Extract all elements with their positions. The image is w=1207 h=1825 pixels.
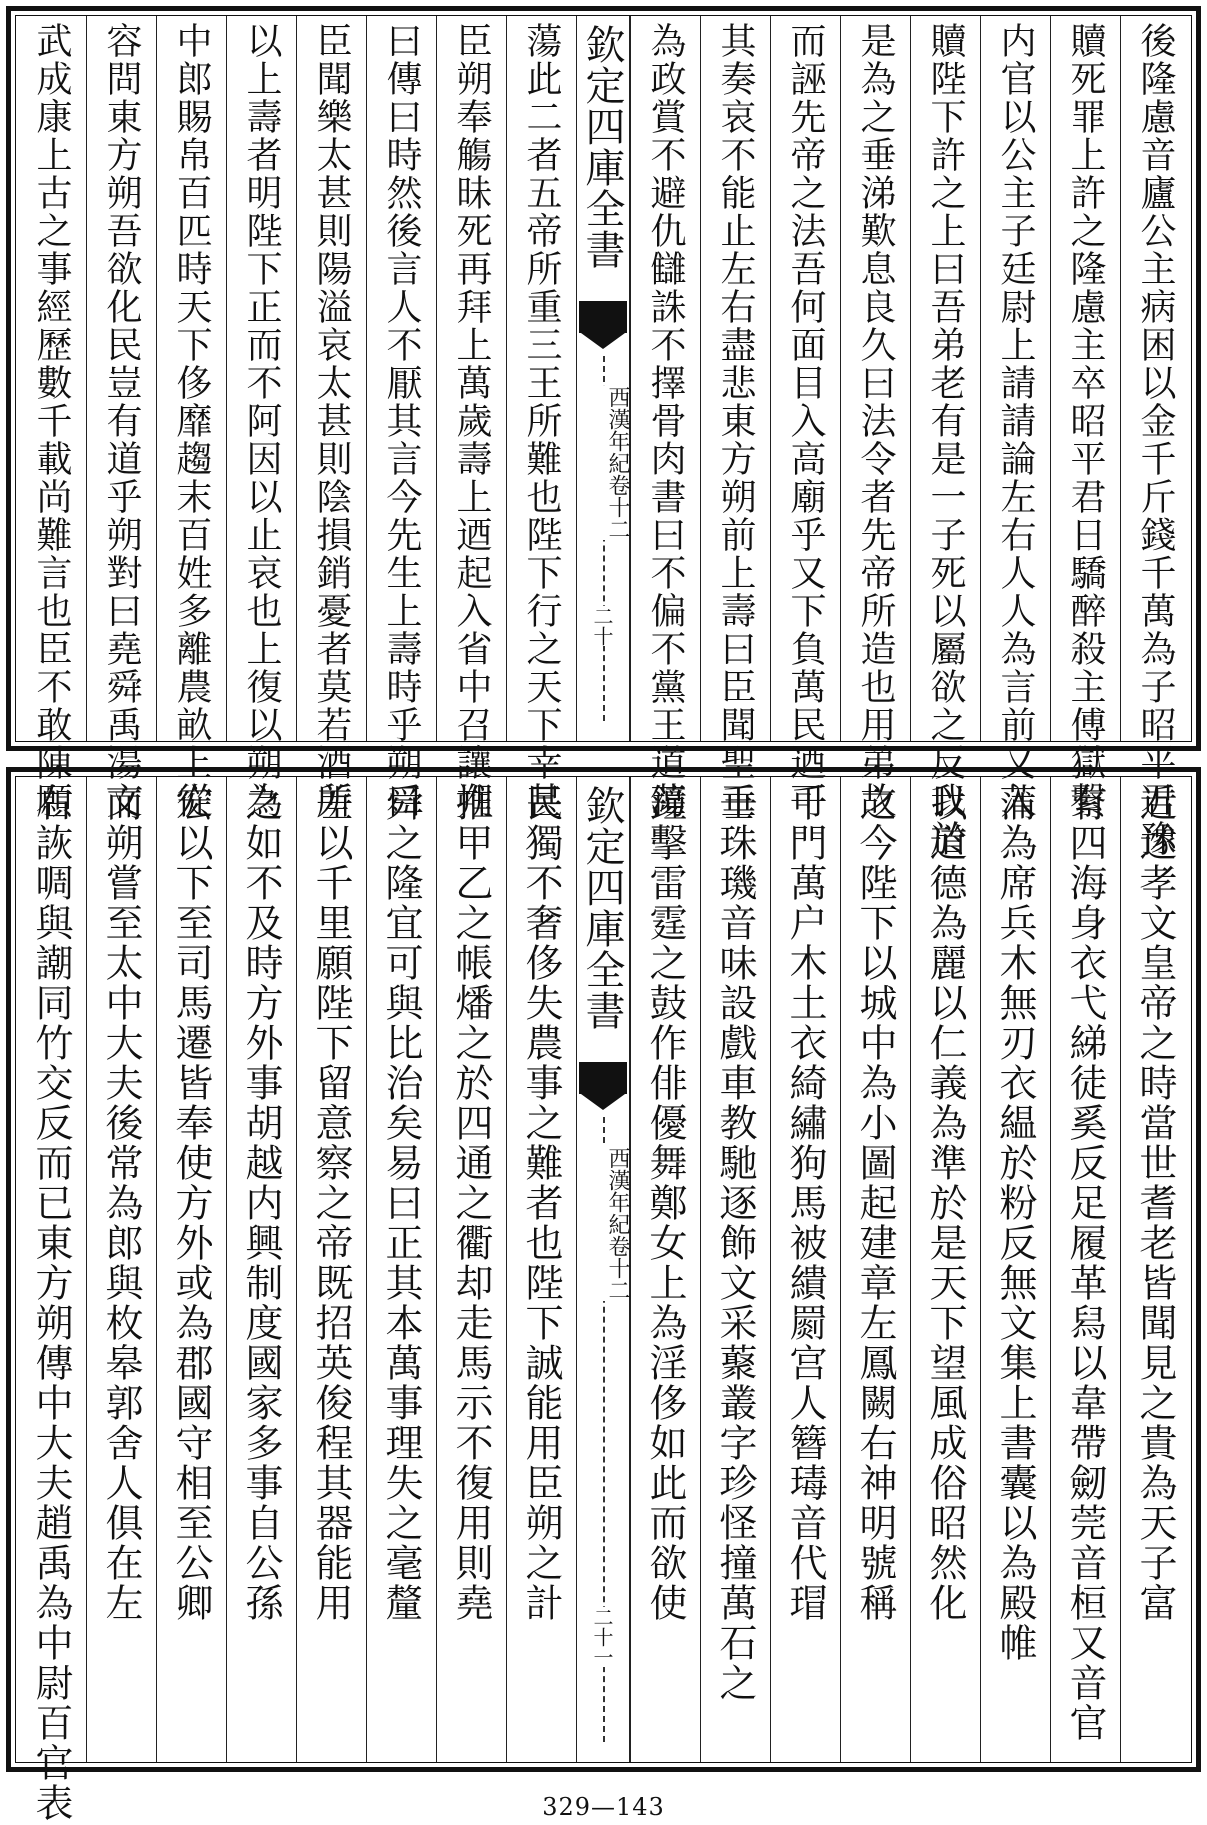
text-column (630, 16, 700, 820)
text-column (1050, 777, 1120, 1762)
text-column (840, 16, 910, 820)
fish-tail-mark (579, 1062, 627, 1094)
text-column (770, 777, 840, 1762)
column-text: 内官以公主子廷尉上請請論左右人人為言前又入 (995, 22, 1036, 820)
text-column (86, 16, 156, 820)
top-page-frame (15, 15, 1192, 858)
text-column (296, 777, 366, 1762)
column-text: 民獨不奢侈失農事之難者也陛下誠能用臣朔之計 (519, 783, 563, 1623)
text-column (366, 16, 436, 820)
text-column (296, 16, 366, 820)
page-number: 329—143 (542, 1793, 665, 1821)
text-column (436, 777, 506, 1762)
column-text: 之如不及時方外事胡越内興制度國家多事自公孫 (239, 783, 283, 1623)
column-text: 而誣先帝之法吾何面目入高廟乎又下負萬民迺可 (785, 22, 826, 820)
text-column (630, 777, 700, 1762)
column-text: 臣聞樂太甚則陽溢哀太甚則陰損銷憂者莫若酒所 (311, 22, 352, 820)
column-text: 鐘擊雷霆之鼓作俳優舞鄭女上為淫侈如此而欲使 (643, 783, 687, 1623)
column-text: 舜之隆宜可與比治矣易曰正其本萬事理失之毫釐 (379, 783, 423, 1623)
column-text: 贖死罪上許之隆慮主卒昭平君日驕醉殺主傅獄繫 (1065, 22, 1106, 820)
column-text: 以上壽者明陛下正而不阿因以止哀也上復以朔為 (241, 22, 282, 820)
text-column (156, 777, 226, 1762)
chapter-label-line: 西漢年紀 (577, 1147, 629, 1235)
text-column (16, 777, 86, 1823)
column-text: 近述孝文皇帝之時當世耆老皆聞見之貴為天子富 (1133, 783, 1177, 1623)
collection-title: 欽定四庫全書 (579, 785, 625, 1031)
column-text: 而朔嘗至太中大夫後常為郎與枚皋郭舍人俱在左 (99, 783, 143, 1623)
text-column (1050, 16, 1120, 820)
column-text: 後隆慮音廬公主病困以金千斤錢千萬為子昭平君豫 (1135, 22, 1176, 858)
column-text: 贖陛下許之上曰吾弟老有是一子死以屬欲之反我於 (925, 22, 966, 858)
collection-title: 欽定四庫全書 (579, 24, 625, 270)
chapter-label-line: 卷十二 (577, 1235, 629, 1301)
text-column (436, 16, 506, 820)
text-column (86, 777, 156, 1762)
text-column (980, 16, 1050, 820)
column-text: 之今陛下以城中為小圖起建章左鳳闕右神明號稱 (853, 783, 897, 1623)
folio-number: 二十 (577, 606, 629, 646)
column-text: 為政賞不避仇讎誅不擇骨肉書曰不偏不黨王道蕩 (645, 22, 686, 820)
column-text: 以道德為麗以仁義為準於是天下望風成俗昭然化 (923, 783, 967, 1623)
column-text: 武成康上古之事經歷數千載尚難言也臣不敢陳願 (31, 22, 72, 820)
column-text: 宏以下至司馬遷皆奉使方外或為郡國守相至公卿 (169, 783, 213, 1623)
column-text: 千門萬户木土衣綺繡狗馬被繢罽宫人簪瑇音代瑁 (783, 783, 827, 1623)
column-text: 垂珠璣音味設戲車教馳逐飾文采藂叢字珍怪撞萬石之 (713, 783, 757, 1703)
column-text: 其奏哀不能止左右盡悲東方朔前上壽曰臣聞聖王 (715, 22, 756, 820)
chapter-label-line: 西漢年紀 (577, 386, 629, 474)
column-text: 中郎賜帛百匹時天下侈靡趨末百姓多離農畝上從 (171, 22, 212, 820)
column-text: 推甲乙之帳燔之於四通之衢却走馬示不復用則堯 (449, 783, 493, 1623)
text-column (840, 777, 910, 1762)
chapter-label (577, 1147, 629, 1301)
text-column (1120, 16, 1190, 858)
column-text: 是為之垂涕歎息良久曰法令者先帝所造也用弟故 (855, 22, 896, 820)
text-column (366, 777, 436, 1762)
folio-number: 二十一 (577, 1607, 629, 1667)
text-column (770, 16, 840, 820)
text-column (700, 16, 770, 820)
text-column (980, 777, 1050, 1762)
column-text: 差以千里願陛下留意察之帝既招英俊程其器能用 (309, 783, 353, 1623)
column-text: 蒲為席兵木無刃衣緼於粉反無文集上書囊以為殿帷 (993, 783, 1037, 1663)
fish-tail-mark (579, 301, 627, 333)
text-column (226, 777, 296, 1762)
chapter-label (577, 386, 629, 540)
column-text: 曰傳曰時然後言人不厭其言今先生上壽時乎朔曰 (381, 22, 422, 820)
text-column (226, 16, 296, 820)
column-text: 有四海身衣弋綈徒奚反足履革舄以韋帶劒莞音桓又音官 (1063, 783, 1107, 1743)
text-column (156, 16, 226, 820)
column-text: 容問東方朔吾欲化民豈有道乎朔對曰堯舜禹湯文 (101, 22, 142, 820)
column-text: 右詼啁與謿同竹交反而已東方朔傳中大夫趙禹為中尉百官表 (29, 783, 73, 1823)
column-text: 蕩此二者五帝所重三王所難也陛下行之天下幸甚 (521, 22, 562, 820)
text-column (910, 16, 980, 858)
chapter-label-line: 卷十二 (577, 474, 629, 540)
text-column (1120, 777, 1190, 1762)
center-margin-column (576, 777, 630, 1762)
text-column (910, 777, 980, 1762)
column-text: 臣朔奉觴昧死再拜上萬歲壽上迺起入省中召讓朔 (451, 22, 492, 820)
center-margin-column (576, 16, 630, 741)
text-column (506, 777, 576, 1762)
text-column (16, 16, 86, 820)
text-column (700, 777, 770, 1762)
text-column (506, 16, 576, 820)
top-page (6, 6, 1201, 858)
top-page-columns (16, 16, 1191, 858)
